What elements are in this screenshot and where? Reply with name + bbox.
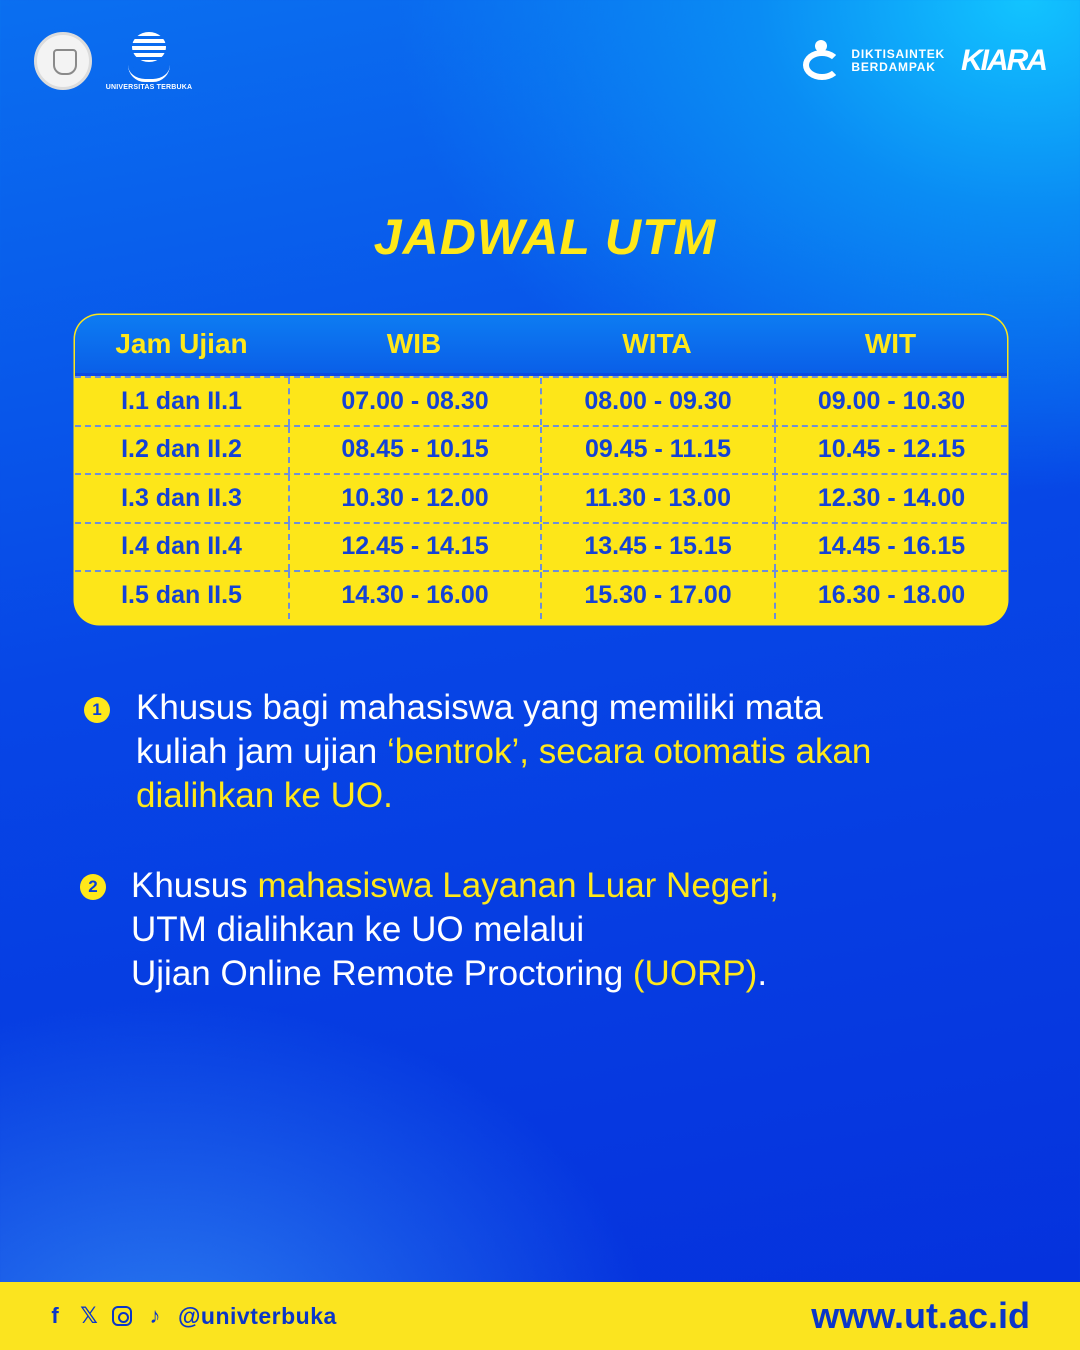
cell-wit: 10.45 - 12.15 [774,427,1007,474]
cell-wib: 08.45 - 10.15 [288,427,540,474]
note-1-line-1: Khusus bagi mahasiswa yang memiliki mata [136,688,823,727]
table-row [75,425,1007,474]
note-1-line-2 [136,730,871,774]
cell-wita: 11.30 - 13.00 [540,475,774,522]
header-wit: WIT [864,328,917,359]
table-row [75,522,1007,571]
cell-wita: 09.45 - 11.15 [540,427,774,474]
cell-session: I.2 dan II.2 [121,435,242,464]
ut-logo-label: UNIVERSITAS TERBUKA [105,84,193,91]
header-wib: WIB [386,328,442,359]
header-logos-left [34,32,193,91]
cell-wib: 12.45 - 14.15 [288,524,540,571]
kemendikbud-seal-logo [34,32,92,90]
tiktok-icon[interactable]: ♪ [149,1303,161,1328]
table-header [75,315,1007,376]
kiara-logo: KIARA [961,44,1046,77]
header-wita: WITA [622,328,692,359]
social-handle[interactable]: @univterbuka [178,1302,337,1329]
cell-session: I.3 dan II.3 [121,483,242,512]
table-row [75,376,1007,425]
cell-wib: 10.30 - 12.00 [288,475,540,522]
cell-wit: 12.30 - 14.00 [774,475,1007,522]
note-1-number-badge: 1 [84,697,110,723]
footer-bar [0,1282,1080,1350]
cell-wita: 08.00 - 09.30 [540,378,774,425]
ut-logo [105,32,193,91]
cell-wib: 07.00 - 08.30 [288,378,540,425]
dikti-logo-icon [801,40,843,82]
cell-wita: 13.45 - 15.15 [540,524,774,571]
note-2-line-3 [131,952,779,996]
cell-session: I.1 dan II.1 [121,386,242,415]
note-1-line-3-highlight: dialihkan ke UO. [136,776,393,815]
dikti-line-2: BERDAMPAK [851,60,936,74]
cell-session: I.5 dan II.5 [121,580,242,609]
dikti-logo-label [851,48,945,74]
header-logos-right [801,40,1046,82]
note-2 [131,864,779,996]
table-row [75,473,1007,522]
note-2-line-1-highlight: mahasiswa Layanan Luar Negeri, [257,866,779,905]
dikti-line-1: DIKTISAINTEK [851,47,945,61]
x-icon[interactable]: 𝕏 [80,1303,98,1328]
ut-logo-icon [126,32,172,80]
note-2-number-badge: 2 [80,874,106,900]
note-2-line-3-highlight: (UORP) [632,954,758,993]
cell-wit: 16.30 - 18.00 [774,572,1007,619]
cell-session: I.4 dan II.4 [121,532,242,561]
header-jam-ujian: Jam Ujian [115,328,248,359]
note-2-line-3-end: . [757,954,768,993]
facebook-icon[interactable]: f [51,1303,59,1328]
note-1-line-2-text: kuliah jam ujian [136,732,387,771]
page-title: JADWAL UTM [373,209,717,265]
note-2-line-1 [131,864,779,908]
website-link[interactable]: www.ut.ac.id [811,1295,1030,1336]
table-row [75,570,1007,619]
cell-wit: 14.45 - 16.15 [774,524,1007,571]
cell-wit: 09.00 - 10.30 [774,378,1007,425]
social-links [44,1303,337,1330]
note-2-line-3-text: Ujian Online Remote Proctoring [131,954,633,993]
note-1 [136,686,871,818]
note-1-line-2-highlight: ‘bentrok’, secara otomatis akan [386,732,872,771]
cell-wita: 15.30 - 17.00 [540,572,774,619]
note-2-line-2: UTM dialihkan ke UO melalui [131,910,585,949]
instagram-icon[interactable] [112,1306,132,1326]
cell-wib: 14.30 - 16.00 [288,572,540,619]
note-2-line-1-text: Khusus [131,866,258,905]
schedule-table [75,315,1007,624]
